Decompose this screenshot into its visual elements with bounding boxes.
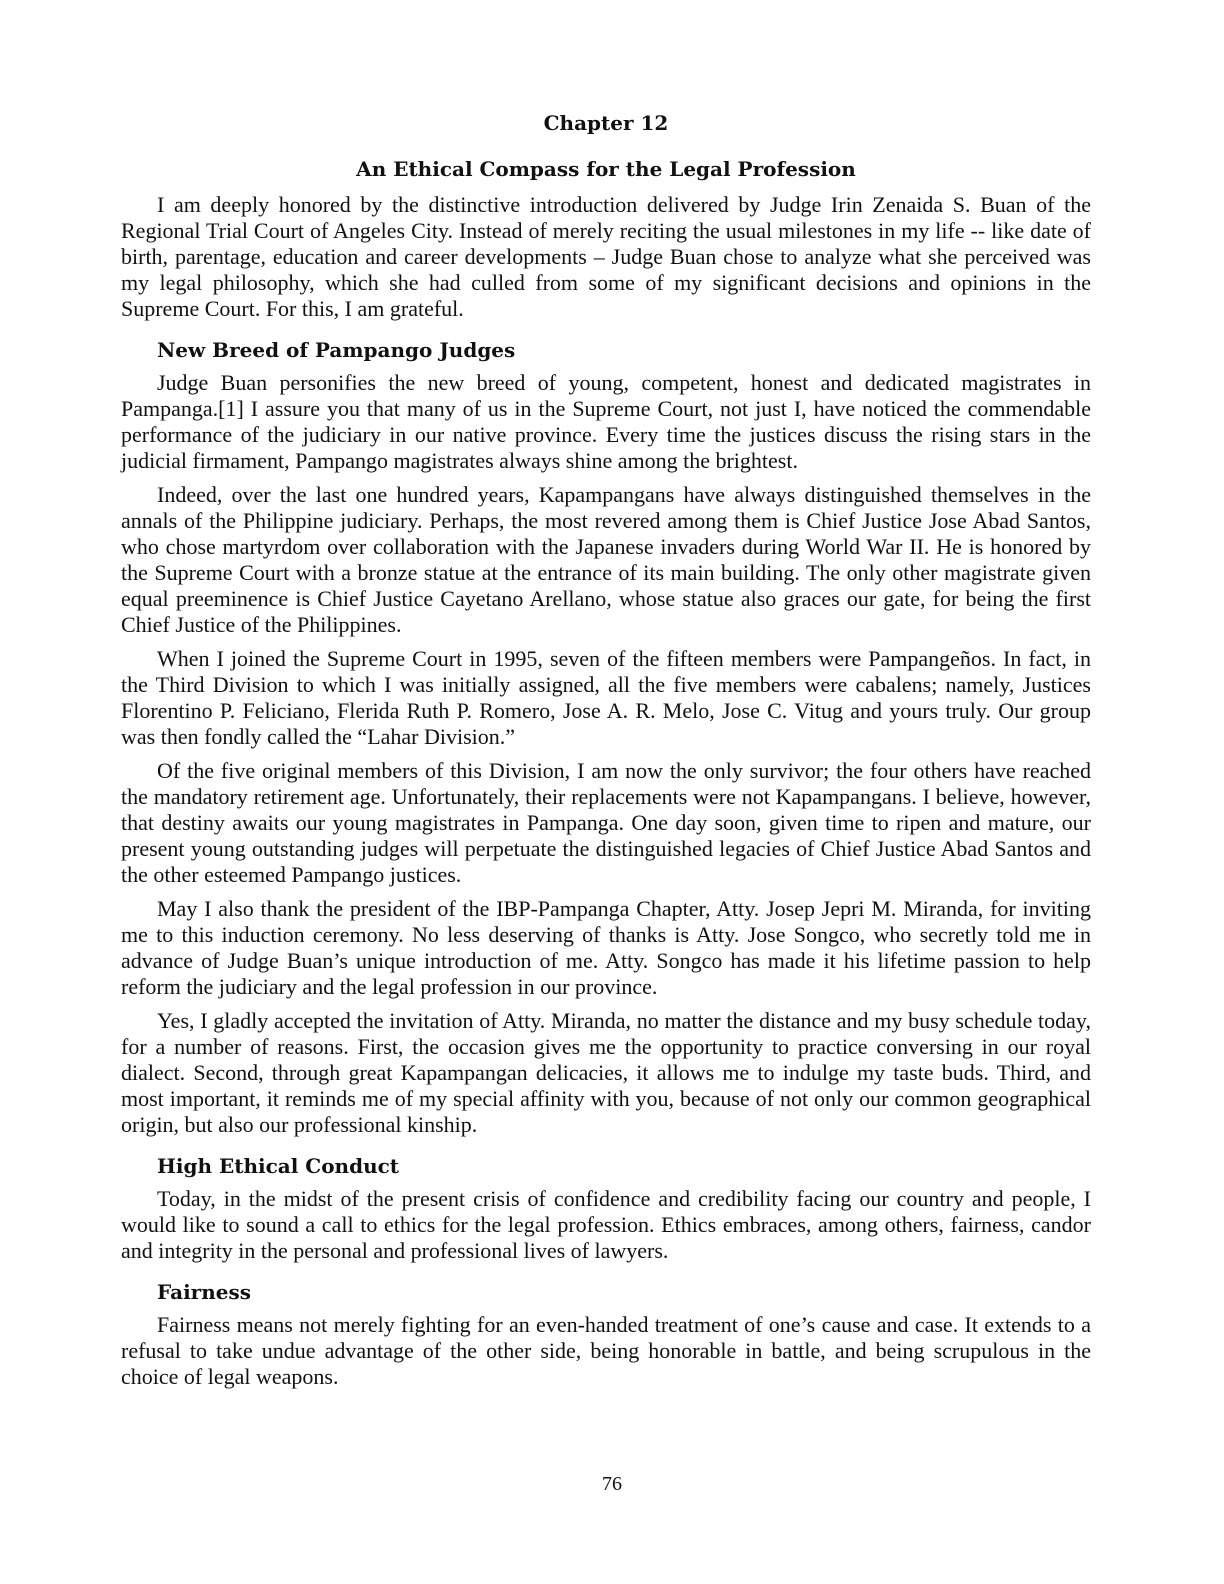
paragraph: Fairness means not merely fighting for an even-handed treatment of one’s cause and case. It extends to a refusal to take undue advantage of the other side, being honorable in battle, and being scrupulous in the choice of legal weapons. — [121, 1312, 1091, 1389]
paragraph: May I also thank the president of the IBP-Pampanga Chapter, Atty. Josep Jepri M. Miranda, for inviting me to this induction ceremony. No less deserving of thanks is Atty. Jose Songco, who secretly told me in advance of Judge Buan’s unique introduction of me. Atty. Songco has made it his lifetime passion to help reform the judiciary and the legal profession in our province. — [121, 896, 1091, 999]
paragraph: Yes, I gladly accepted the invitation of Atty. Miranda, no matter the distance and my busy schedule today, for a number of reasons. First, the occasion gives me the opportunity to practice conversing in our royal dialect. Second, through great Kapampangan delicacies, it allows me to indulge my taste buds. Third, and most important, it reminds me of my special affinity with you, because of not only our common geographical origin, but also our professional kinship. — [121, 1008, 1091, 1137]
document-page — [121, 108, 1091, 1398]
chapter-title: An Ethical Compass for the Legal Profession — [356, 157, 856, 181]
section-heading-fairness: Fairness — [157, 1280, 251, 1304]
paragraph: Indeed, over the last one hundred years, Kapampangans have always distinguished themselves in the annals of the Philippine judiciary. Perhaps, the most revered among them is Chief Justice Jose Abad Santos, who chose martyrdom over collaboration with the Japanese invaders during World War II. He is honored by the Supreme Court with a bronze statue at the entrance of its main building. The only other magistrate given equal preeminence is Chief Justice Cayetano Arellano, whose statue also graces our gate, for being the first Chief Justice of the Philippines. — [121, 482, 1091, 637]
paragraph: When I joined the Supreme Court in 1995, seven of the fifteen members were Pampangeños. In fact, in the Third Division to which I was initially assigned, all the five members were cabalens; namely, Justices Florentino P. Feliciano, Flerida Ruth P. Romero, Jose A. R. Melo, Jose C. Vitug and yours truly. Our group was then fondly called the “Lahar Division.” — [121, 646, 1091, 749]
intro-paragraph: I am deeply honored by the distinctive introduction delivered by Judge Irin Zenaida S. Buan of the Regional Trial Court of Angeles City. Instead of merely reciting the usual milestones in my life -- like date of birth, parentage, education and career developments – Judge Buan chose to analyze what she perceived was my legal philosophy, which she had culled from some of my significant decisions and opinions in the Supreme Court. For this, I am grateful. — [121, 192, 1091, 321]
paragraph: Judge Buan personifies the new breed of young, competent, honest and dedicated magistrates in Pampanga.[1] I assure you that many of us in the Supreme Court, not just I, have noticed the commendable performance of the judiciary in our native province. Every time the justices discuss the rising stars in the judicial firmament, Pampango magistrates always shine among the brightest. — [121, 370, 1091, 473]
paragraph: Of the five original members of this Division, I am now the only survivor; the four others have reached the mandatory retirement age. Unfortunately, their replacements were not Kapampangans. I believe, however, that destiny awaits our young magistrates in Pampanga. One day soon, given time to ripen and mature, our present young outstanding judges will perpetuate the distinguished legacies of Chief Justice Abad Santos and the other esteemed Pampango justices. — [121, 758, 1091, 887]
paragraph: Today, in the midst of the present crisis of confidence and credibility facing our country and people, I would like to sound a call to ethics for the legal profession. Ethics embraces, among others, fairness, candor and integrity in the personal and professional lives of lawyers. — [121, 1186, 1091, 1263]
chapter-label: Chapter 12 — [543, 111, 669, 135]
section-heading-high-ethical-conduct: High Ethical Conduct — [157, 1154, 400, 1178]
page-number: 76 — [602, 1473, 622, 1495]
section-heading-new-breed: New Breed of Pampango Judges — [157, 338, 516, 362]
